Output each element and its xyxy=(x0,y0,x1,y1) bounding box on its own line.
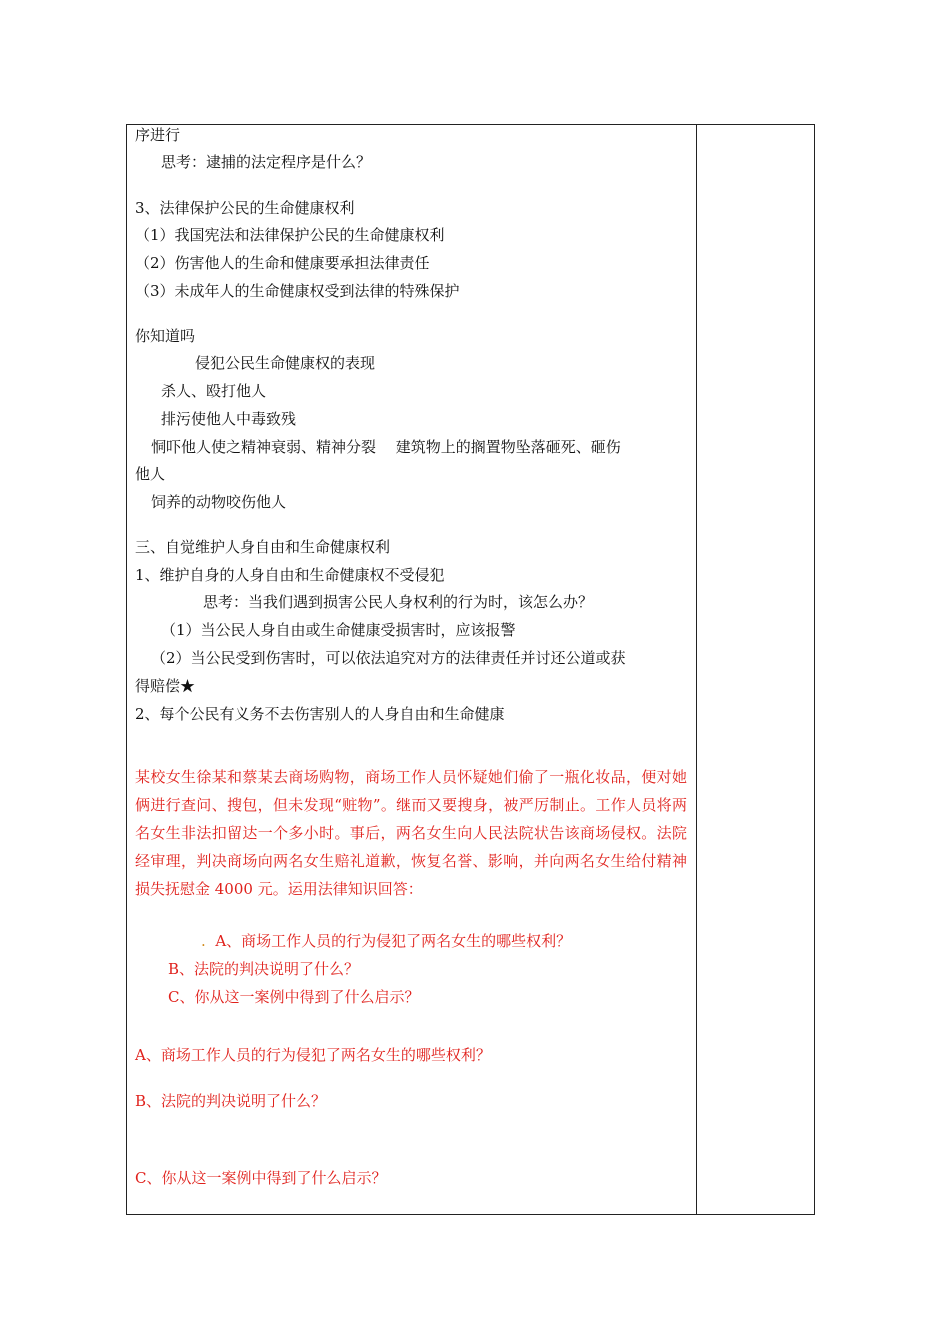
list-item: （2）当公民受到伤害时，可以依法追究对方的法律责任并讨还公道或获 xyxy=(151,649,626,667)
example-item: 杀人、殴打他人 xyxy=(161,382,267,400)
list-item-cont: 得赔偿★ xyxy=(135,677,196,695)
question-a-text: A、商场工作人员的行为侵犯了两名女生的哪些权利？ xyxy=(215,932,572,950)
subheading: 侵犯公民生命健康权的表现 xyxy=(195,354,376,372)
did-you-know-heading: 你知道吗 xyxy=(135,327,196,345)
example-item: 排污使他人中毒致残 xyxy=(161,410,297,428)
example-item: 饲养的动物咬伤他人 xyxy=(151,493,287,511)
case-question-b: B、法院的判决说明了什么？ xyxy=(168,960,360,978)
list-item: （1）当公民人身自由或生命健康受损害时，应该报警 xyxy=(161,621,516,639)
notes-cell xyxy=(697,125,814,1214)
answer-c: C、你从这一案例中得到了什么启示？ xyxy=(135,1169,387,1187)
think-question: 思考：逮捕的法定程序是什么？ xyxy=(161,153,372,171)
example-item: 恫吓他人使之精神衰弱、精神分裂 建筑物上的搁置物坠落砸死、砸伤 xyxy=(151,438,621,456)
section-heading: 3、法律保护公民的生命健康权利 xyxy=(135,199,355,217)
case-question-a xyxy=(201,931,571,951)
answer-a: A、商场工作人员的行为侵犯了两名女生的哪些权利？ xyxy=(135,1046,491,1064)
bullet-dot: . xyxy=(201,932,206,950)
text-line: 序进行 xyxy=(135,126,181,144)
list-item: （1）我国宪法和法律保护公民的生命健康权利 xyxy=(135,226,445,244)
case-question-c: C、你从这一案例中得到了什么启示？ xyxy=(168,988,420,1006)
answer-b: B、法院的判决说明了什么？ xyxy=(135,1092,327,1110)
think-question: 思考：当我们遇到损害公民人身权利的行为时，该怎么办？ xyxy=(203,593,594,611)
section-subheading: 2、每个公民有义务不去伤害别人的人身自由和生命健康 xyxy=(135,705,505,723)
section-heading: 三、自觉维护人身自由和生命健康权利 xyxy=(135,538,391,556)
list-item: （2）伤害他人的生命和健康要承担法律责任 xyxy=(135,254,430,272)
list-item: （3）未成年人的生命健康权受到法律的特殊保护 xyxy=(135,282,460,300)
case-paragraph: 某校女生徐某和蔡某去商场购物，商场工作人员怀疑她们偷了一瓶化妆品，便对她俩进行查问、搜包，但未发现“赃物”。继而又要搜身，被严厉制止。工作人员将两名女生非法扣留达一个多小时。事后，两名女生向人民法院状告该商场侵权。法院经审理，判决商场向两名女生赔礼道歉，恢复名誉、影响，并向两名女生给付精神损失抚慰金 4000 元。运用法律知识回答： xyxy=(135,768,687,898)
section-subheading: 1、维护自身的人身自由和生命健康权不受侵犯 xyxy=(135,566,445,584)
example-item-cont: 他人 xyxy=(135,465,166,483)
lesson-table xyxy=(126,124,815,1215)
